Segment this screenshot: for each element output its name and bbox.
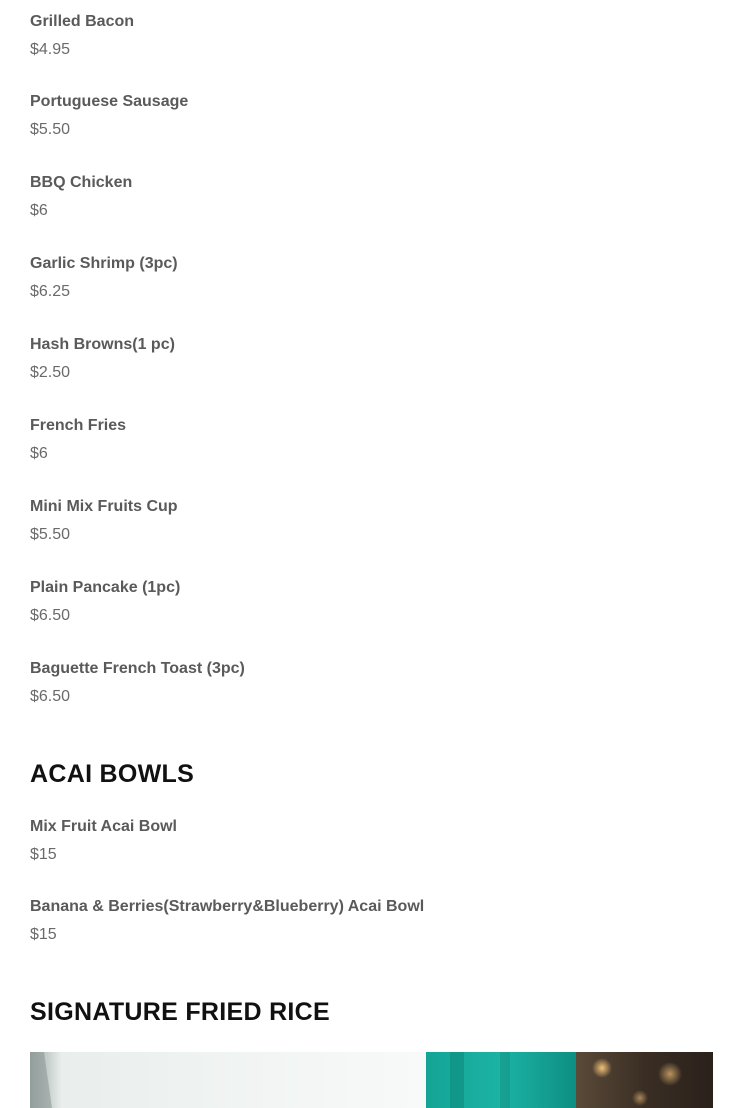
menu-item-name: Mini Mix Fruits Cup [30,498,178,515]
menu-item [30,92,188,140]
menu-item-name: Baguette French Toast (3pc) [30,660,245,677]
menu-item-name: BBQ Chicken [30,174,133,191]
menu-item [30,497,178,545]
menu-item-price: $5.50 [30,121,71,138]
menu-item-name: Plain Pancake (1pc) [30,579,181,596]
menu-item [30,659,245,707]
menu-item-name: Banana & Berries(Strawberry&Blueberry) Acai Bowl [30,898,425,915]
menu-item [30,578,180,626]
menu-item-price: $15 [30,926,57,943]
menu-item-name: French Fries [30,417,127,434]
menu-item-price: $6.50 [30,607,71,624]
menu-item-price: $5.50 [30,526,71,543]
menu-item-name: Garlic Shrimp (3pc) [30,255,178,272]
menu-item-name: Portuguese Sausage [30,93,189,110]
menu-item [30,817,177,865]
menu-item-price: $6 [30,202,48,219]
menu-item-name: Grilled Bacon [30,13,135,30]
menu-item-price: $15 [30,846,57,863]
photo-image [30,1052,713,1108]
menu-item [30,897,424,945]
menu-item [30,416,126,464]
menu-item-name: Mix Fruit Acai Bowl [30,818,177,835]
menu-item-price: $2.50 [30,364,71,381]
section-title-acai-bowls: ACAI BOWLS [30,760,195,788]
section-title-signature-fried-rice: SIGNATURE FRIED RICE [30,998,330,1026]
menu-item-price: $6 [30,445,48,462]
menu-item-price: $4.95 [30,41,71,58]
menu-item [30,173,132,221]
menu-item [30,254,178,302]
menu-item-name: Hash Browns(1 pc) [30,336,175,353]
fried-rice-photo [30,1052,713,1108]
menu-item [30,335,175,383]
menu-item-price: $6.25 [30,283,71,300]
menu-item-price: $6.50 [30,688,71,705]
menu-item [30,12,134,60]
